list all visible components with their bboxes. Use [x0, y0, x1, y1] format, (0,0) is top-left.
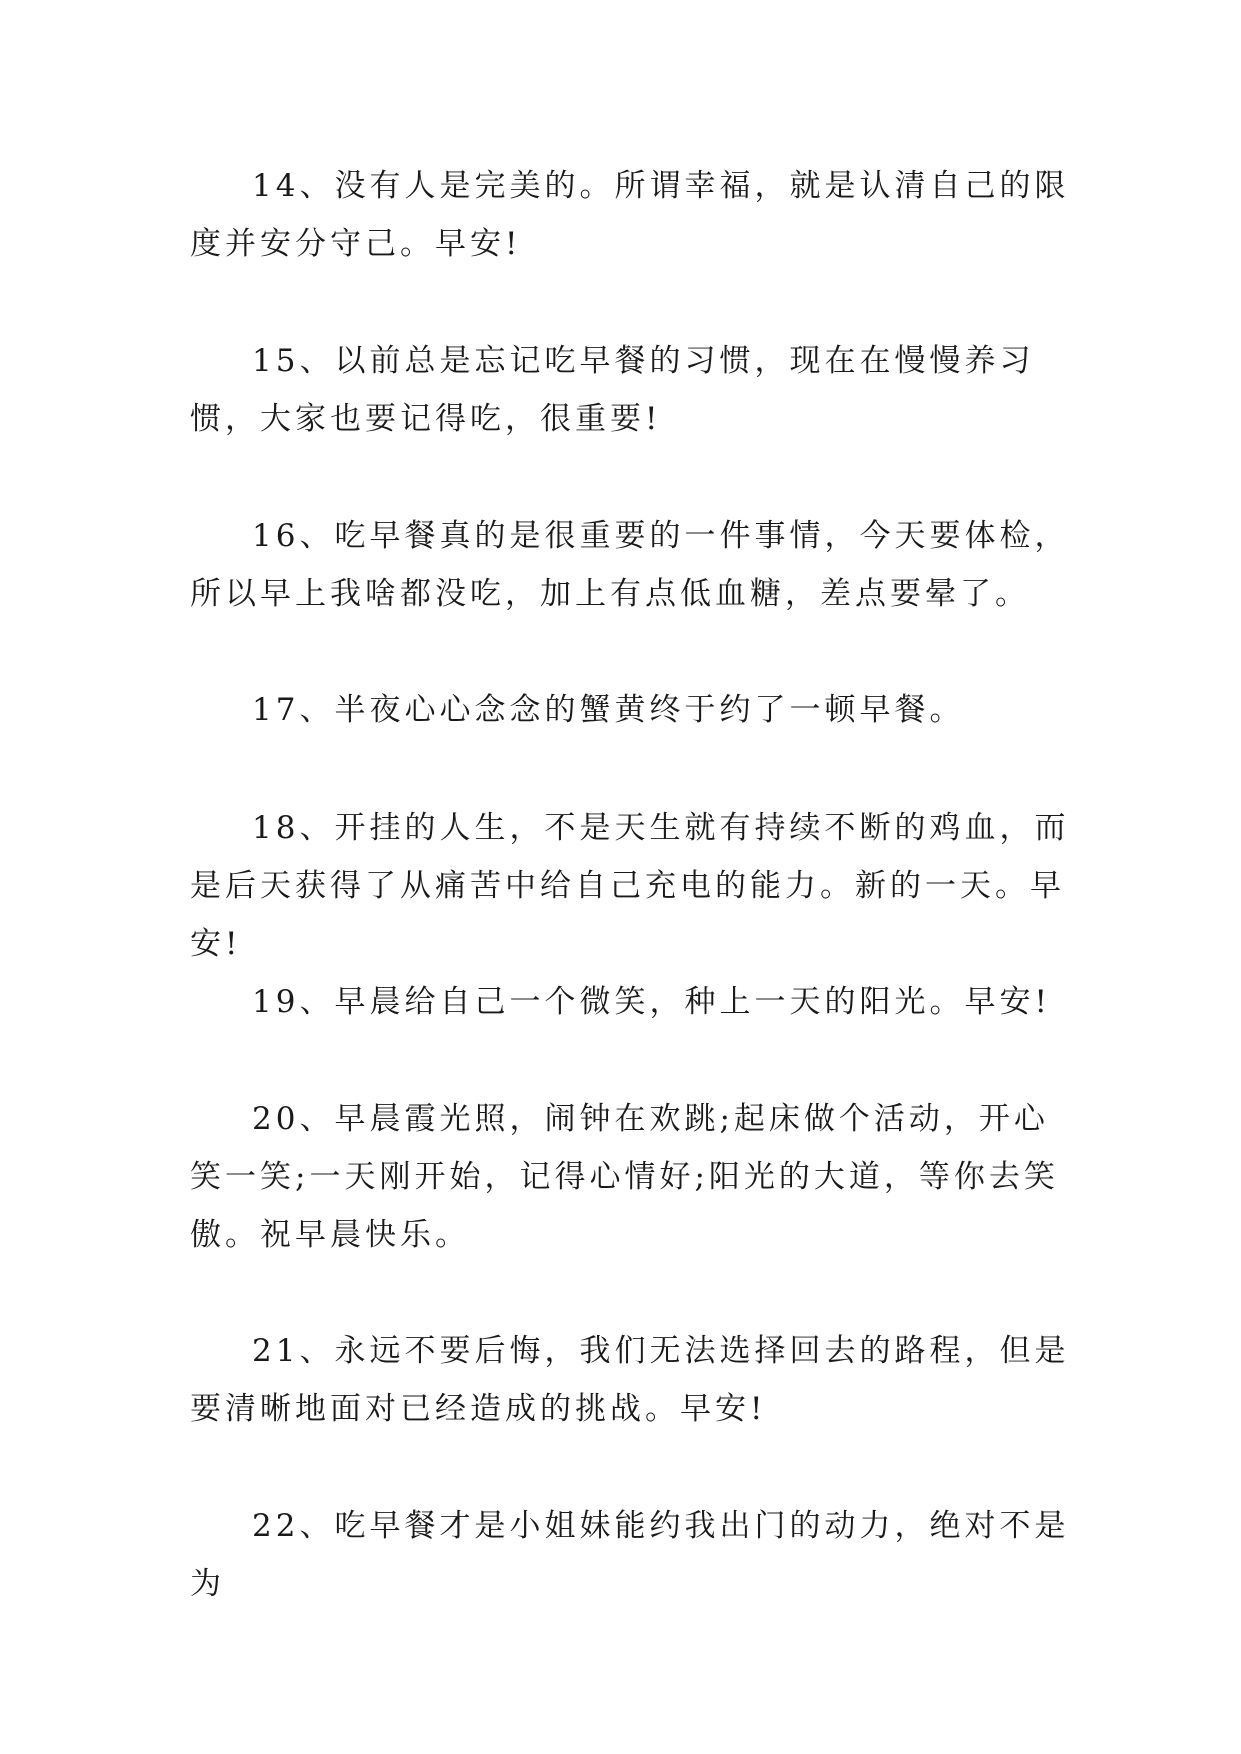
- paragraph-21: 21、永远不要后悔，我们无法选择回去的路程，但是要清晰地面对已经造成的挑战。早安!: [190, 1333, 1070, 1427]
- paragraph-18: 18、开挂的人生，不是天生就有持续不断的鸡血，而是后天获得了从痛苦中给自己充电的能力。新的一天。早安!: [190, 810, 1070, 962]
- paragraph-20: 20、早晨霞光照，闹钟在欢跳;起床做个活动，开心笑一笑;一天刚开始，记得心情好;阳光的大道，等你去笑傲。祝早晨快乐。: [190, 1101, 1059, 1253]
- paragraph-16: 16、吃早餐真的是很重要的一件事情，今天要体检，所以早上我啥都没吃，加上有点低血糖，差点要晕了。: [190, 518, 1070, 612]
- paragraph-17: 17、半夜心心念念的蟹黄终于约了一顿早餐。: [252, 692, 965, 728]
- paragraph-22: 22、吃早餐才是小姐妹能约我出门的动力，绝对不是为: [190, 1508, 1070, 1602]
- paragraph-19: 19、早晨给自己一个微笑，种上一天的阳光。早安!: [252, 984, 1051, 1020]
- paragraph-15: 15、以前总是忘记吃早餐的习惯，现在在慢慢养习惯，大家也要记得吃，很重要!: [190, 343, 1035, 437]
- paragraph-14: 14、没有人是完美的。所谓幸福，就是认清自己的限度并安分守己。早安!: [190, 168, 1070, 262]
